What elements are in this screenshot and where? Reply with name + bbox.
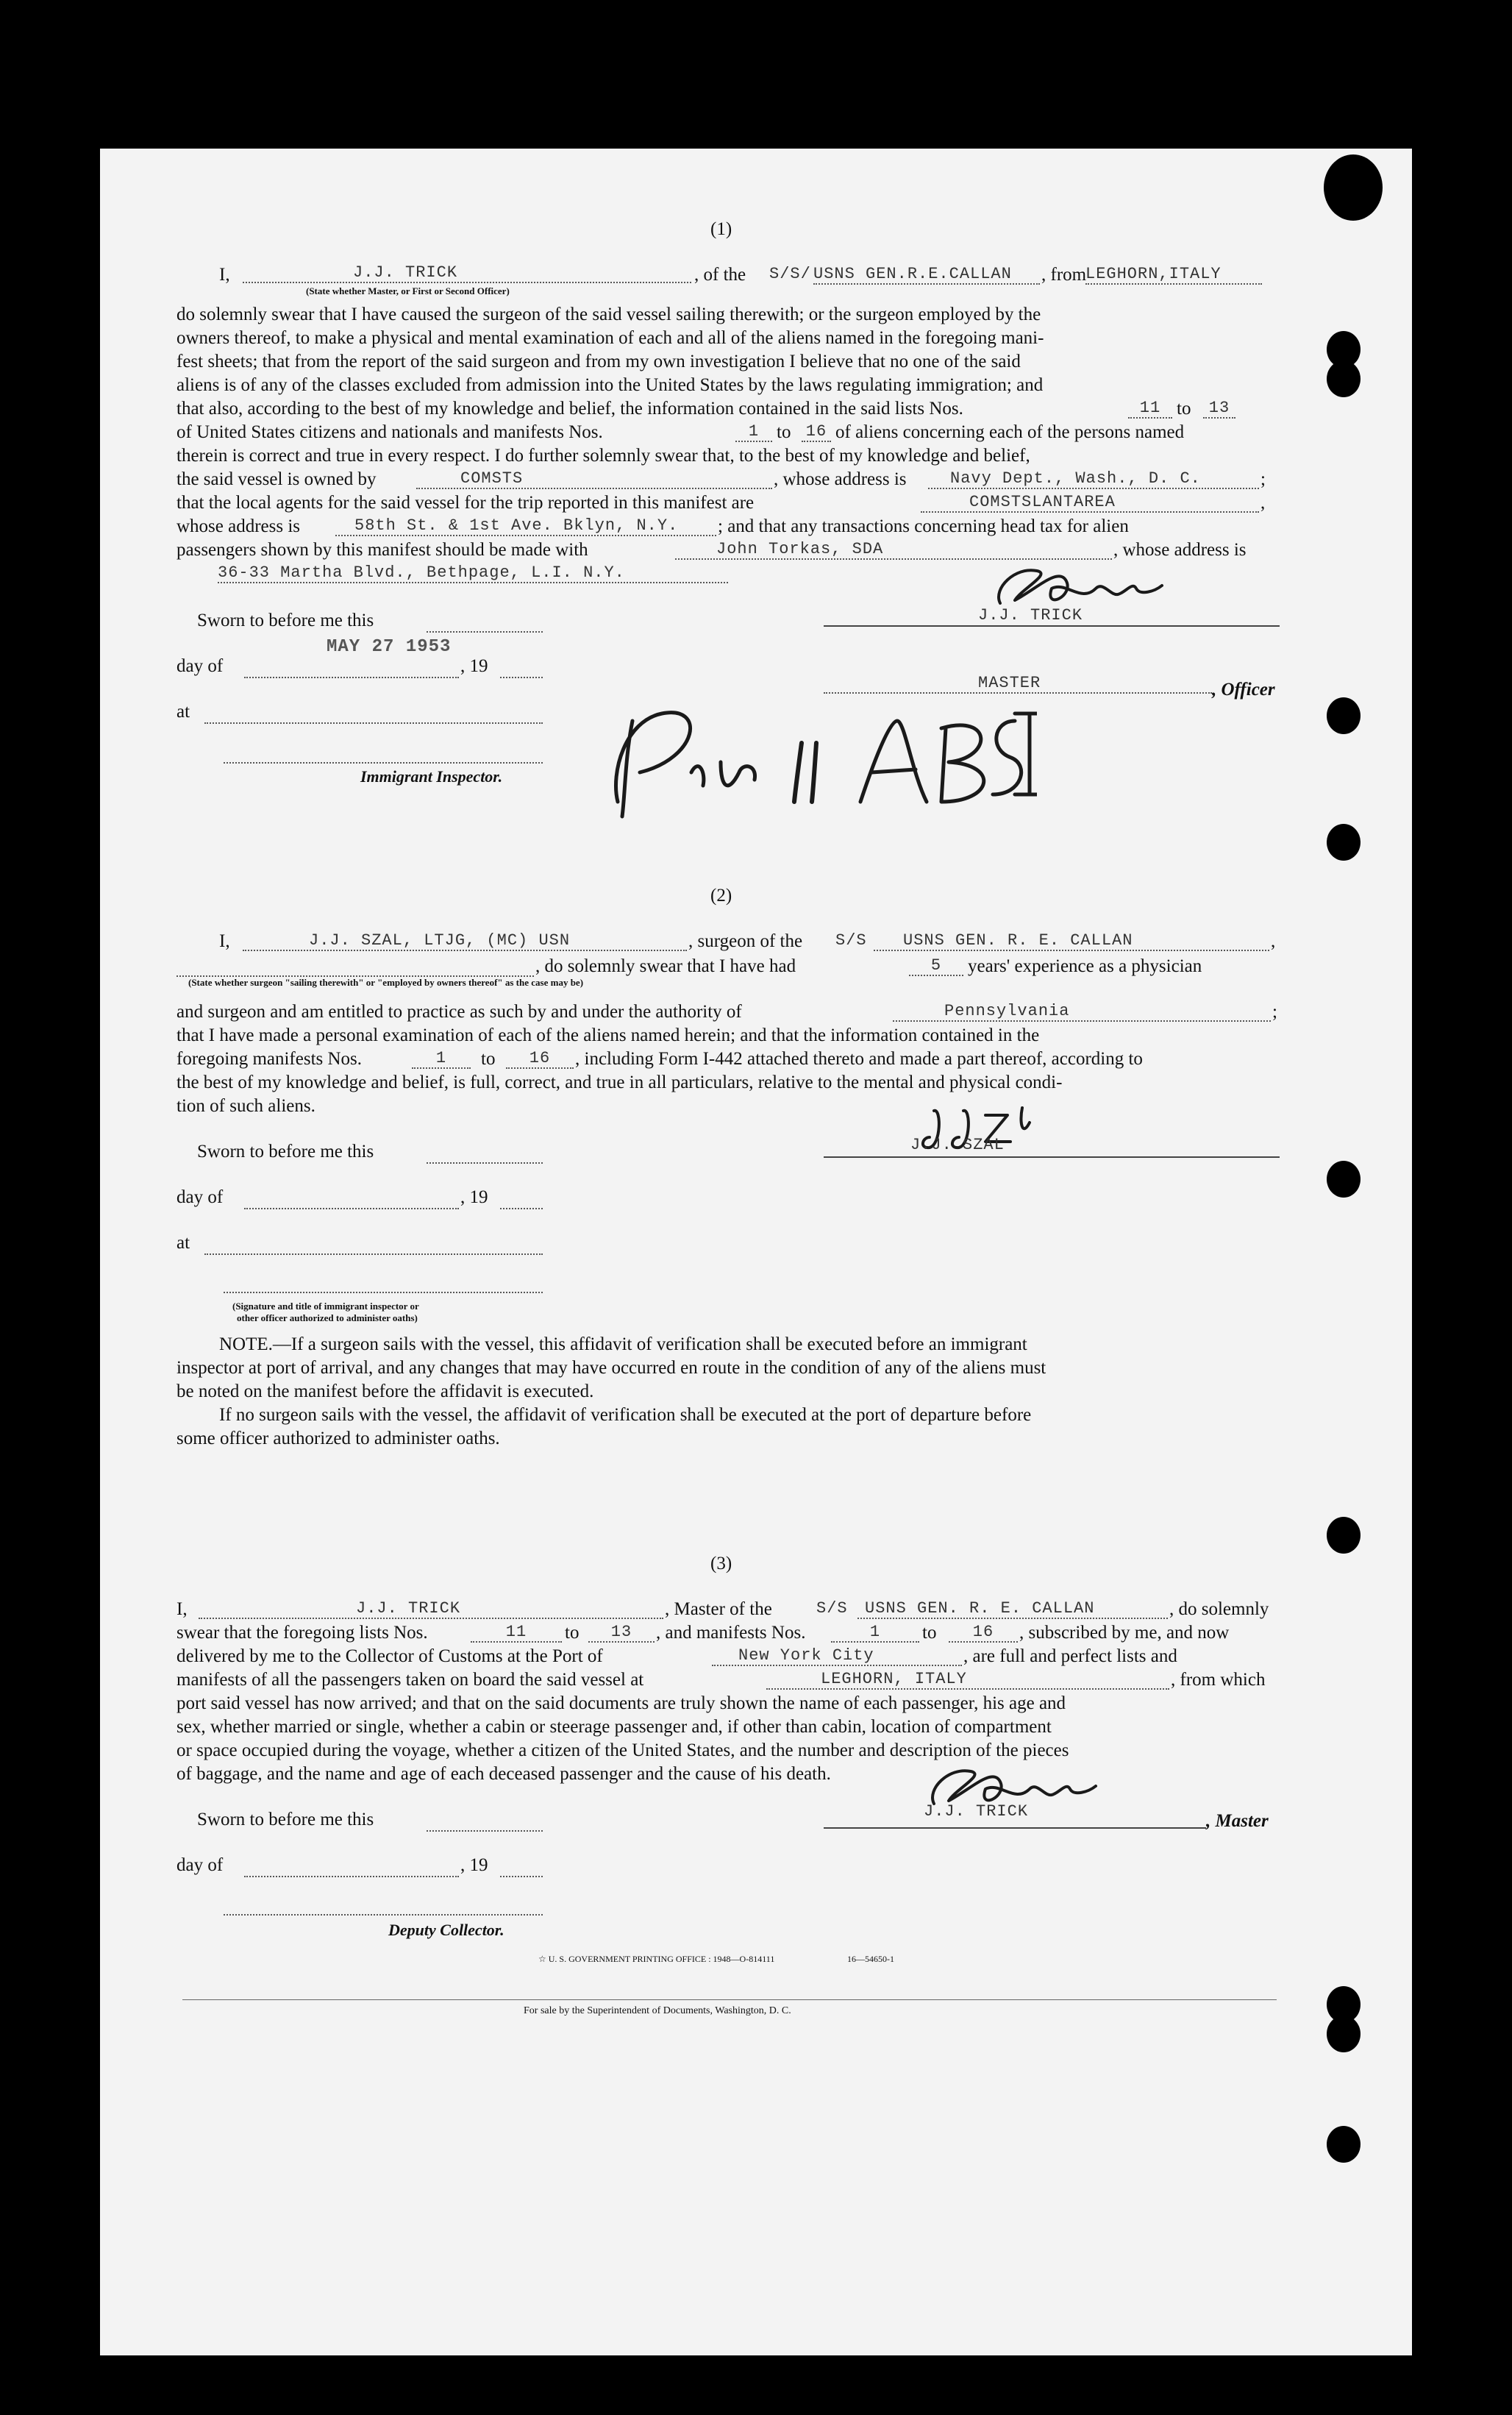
- paragraph-line: port said vessel has now arrived; and that on the said documents are truly shown the name of each passenger, his age and: [176, 1693, 1066, 1713]
- paragraph-line: therein is correct and true in every respect. I do further solemnly swear that, to the best of my knowledge and belief,: [176, 446, 1030, 466]
- manifest-from-field: 1: [735, 422, 772, 442]
- text: that the local agents for the said vessel for the trip reported in this manifest are: [176, 493, 755, 513]
- place-field: [204, 700, 543, 724]
- paragraph-line: the best of my knowledge and belief, is full, correct, and true in all particulars, relative to the mental and physical condi-: [176, 1073, 1063, 1092]
- text: day of: [176, 1187, 224, 1207]
- text: Sworn to before me this: [197, 1810, 374, 1829]
- list-from-field: 11: [471, 1623, 562, 1643]
- date-field: [244, 1186, 459, 1209]
- blank-line: [427, 609, 543, 633]
- years-field: 5: [909, 956, 963, 976]
- text: foregoing manifests Nos.: [176, 1049, 363, 1069]
- blank-line: [500, 1854, 543, 1877]
- paragraph-line: sex, whether married or single, whether a cabin or steerage passenger and, if other than cabin, location of compartment: [176, 1717, 1052, 1737]
- master-name-field: J.J. TRICK: [199, 1599, 663, 1619]
- text: ,: [1271, 931, 1276, 951]
- text: to: [565, 1623, 580, 1643]
- owner-address-field: Navy Dept., Wash., D. C.: [928, 469, 1259, 489]
- text: , whose address is: [774, 469, 907, 489]
- text: , subscribed by me, and now: [1019, 1623, 1230, 1643]
- punch-hole: [1327, 2016, 1361, 2052]
- list-to-field: 13: [588, 1623, 655, 1643]
- text: , whose address is: [1113, 540, 1247, 560]
- owner-field: COMSTS: [416, 469, 772, 489]
- collector-signature-line: [224, 1914, 543, 1916]
- text: day of: [176, 1855, 224, 1875]
- text: to: [777, 422, 791, 442]
- note-line: some officer authorized to administer oaths.: [176, 1429, 500, 1448]
- section-number: (1): [710, 219, 732, 239]
- text: ;: [1260, 469, 1266, 489]
- signature-line: [224, 1292, 543, 1293]
- vessel-prefix: S/S/: [769, 265, 811, 283]
- note-line: be noted on the manifest before the affidavit is executed.: [176, 1381, 594, 1401]
- text: swear that the foregoing lists Nos.: [176, 1623, 428, 1643]
- text: ,: [1260, 493, 1266, 513]
- punch-hole: [1327, 697, 1361, 734]
- text: day of: [176, 656, 224, 676]
- sale-notice: For sale by the Superintendent of Documents, Washington, D. C.: [524, 2005, 791, 2016]
- from-port-field: LEGHORN, ITALY: [766, 1670, 1169, 1690]
- paragraph-line: do solemnly swear that I have caused the surgeon of the said vessel sailing therewith; or the surgeon employed by the: [176, 305, 1041, 324]
- port-field: New York City: [712, 1646, 962, 1666]
- officer-signature-line: [824, 625, 1280, 627]
- blank-line: [427, 1808, 543, 1832]
- paragraph-line: of United States citizens and nationals and manifests Nos.: [176, 422, 603, 442]
- place-field: [204, 1231, 543, 1255]
- note-line: NOTE.—If a surgeon sails with the vessel, this affidavit of verification shall be executed before an immigrant: [219, 1334, 1027, 1354]
- text: , 19: [460, 1855, 488, 1875]
- text: and surgeon and am entitled to practice as such by and under the authority of: [176, 1002, 742, 1022]
- text: , 19: [460, 1187, 488, 1207]
- caption: (State whether Master, or First or Second Officer): [306, 285, 510, 296]
- date-field: [244, 1854, 459, 1877]
- text: Sworn to before me this: [197, 1142, 374, 1162]
- list-to-field: 13: [1203, 399, 1235, 419]
- agents-field: COMSTSLANTAREA: [921, 493, 1259, 513]
- caption: (Signature and title of immigrant inspector or: [232, 1301, 419, 1312]
- master-signature-line: [824, 1827, 1206, 1829]
- gpo-imprint: ☆ U. S. GOVERNMENT PRINTING OFFICE : 1948—O-814111: [538, 1954, 775, 1964]
- master-name-field: J.J. TRICK: [243, 263, 691, 283]
- note-line: If no surgeon sails with the vessel, the affidavit of verification shall be executed at the port of departure before: [219, 1405, 1032, 1425]
- paragraph-line: tion of such aliens.: [176, 1096, 315, 1116]
- agents-address-field: 58th St. & 1st Ave. Bklyn, N.Y.: [335, 516, 716, 536]
- blank-line: [176, 953, 534, 977]
- paragraph-line: fest sheets; that from the report of the said surgeon and from my own investigation I believe that no one of the said: [176, 352, 1021, 371]
- officer-label: , Officer: [1212, 680, 1275, 700]
- handwritten-annotation: [581, 691, 1037, 831]
- corner-damage: [1324, 154, 1383, 221]
- vessel-prefix: S/S: [816, 1599, 848, 1618]
- collector-label: Deputy Collector.: [388, 1921, 504, 1939]
- text: at: [176, 1233, 190, 1253]
- text: , Master of the: [665, 1599, 772, 1619]
- vessel-field: USNS GEN. R. E. CALLAN: [857, 1599, 1168, 1619]
- vessel-prefix: S/S: [835, 931, 867, 950]
- text: , are full and perfect lists and: [963, 1646, 1177, 1666]
- caption: other officer authorized to administer oaths): [237, 1312, 418, 1323]
- text: I,: [176, 1599, 188, 1619]
- text: , from: [1041, 265, 1087, 285]
- paragraph-line: owners thereof, to make a physical and mental examination of each and all of the aliens named in the foregoing mani-: [176, 328, 1044, 348]
- typed-signature: J.J. TRICK: [978, 606, 1083, 625]
- form-number: 16—54650-1: [847, 1954, 894, 1964]
- manifest-to-field: 16: [949, 1623, 1018, 1643]
- blank-line: [500, 1186, 543, 1209]
- headtax-address-field: 36-33 Martha Blvd., Bethpage, L.I. N.Y.: [218, 563, 728, 583]
- text: years' experience as a physician: [968, 956, 1202, 976]
- paragraph-line: that I have made a personal examination of each of the aliens named herein; and that the information contained in the: [176, 1025, 1040, 1045]
- text: delivered by me to the Collector of Customs at the Port of: [176, 1646, 603, 1666]
- text: ; and that any transactions concerning head tax for alien: [718, 516, 1129, 536]
- inspector-signature-line: [224, 762, 543, 764]
- paragraph-line: of baggage, and the name and age of each deceased passenger and the cause of his death.: [176, 1764, 831, 1784]
- text: manifests of all the passengers taken on board the said vessel at: [176, 1670, 644, 1690]
- text: whose address is: [176, 516, 301, 536]
- text: , from which: [1171, 1670, 1266, 1690]
- list-from-field: 11: [1128, 399, 1172, 419]
- punch-hole: [1327, 1517, 1361, 1554]
- caption: (State whether surgeon "sailing therewith" or "employed by owners thereof" as the case may be): [188, 977, 584, 988]
- text: , surgeon of the: [688, 931, 803, 951]
- rank-field: MASTER: [824, 674, 1212, 694]
- manifest-from-field: 1: [831, 1623, 919, 1643]
- text: , do solemnly: [1169, 1599, 1269, 1619]
- text: at: [176, 702, 190, 722]
- date-stamp: MAY 27 1953: [327, 637, 452, 657]
- text: to: [922, 1623, 937, 1643]
- typed-signature: J.J. SZAL: [910, 1136, 1005, 1154]
- text: , including Form I-442 attached thereto and made a part thereof, according to: [575, 1049, 1143, 1069]
- manifest-to-field: 16: [506, 1049, 574, 1069]
- text: Sworn to before me this: [197, 611, 374, 630]
- text: , do solemnly swear that I have had: [535, 956, 796, 976]
- blank-line: [427, 1140, 543, 1164]
- punch-hole: [1327, 2126, 1361, 2163]
- text: to: [481, 1049, 496, 1069]
- text: , 19: [460, 656, 488, 676]
- date-field: [244, 655, 459, 678]
- section-number: (3): [710, 1554, 732, 1573]
- punch-hole: [1327, 1161, 1361, 1198]
- text: , and manifests Nos.: [656, 1623, 806, 1643]
- vessel-field: USNS GEN.R.E.CALLAN: [813, 265, 1040, 285]
- text: passengers shown by this manifest should be made with: [176, 540, 588, 560]
- punch-hole: [1327, 824, 1361, 861]
- section-number: (2): [710, 886, 732, 906]
- from-port-field: LEGHORN,ITALY: [1085, 265, 1262, 285]
- paragraph-line: of aliens concerning each of the persons named: [835, 422, 1185, 442]
- footer-rule: [182, 1999, 1277, 2000]
- inspector-label: Immigrant Inspector.: [360, 767, 503, 786]
- master-label: , Master: [1206, 1811, 1269, 1831]
- manifest-to-field: 16: [802, 422, 831, 442]
- text: , of the: [694, 265, 746, 285]
- paragraph-line: or space occupied during the voyage, whether a citizen of the United States, and the number and description of the pieces: [176, 1740, 1069, 1760]
- paragraph-line: that also, according to the best of my knowledge and belief, the information contained in the said lists Nos.: [176, 399, 963, 419]
- surgeon-name-field: J.J. SZAL, LTJG, (MC) USN: [243, 931, 687, 951]
- text: I,: [219, 265, 230, 285]
- text: ;: [1272, 1002, 1277, 1022]
- paragraph-line: aliens is of any of the classes excluded from admission into the United States by the laws regulating immigration; and: [176, 375, 1044, 395]
- headtax-field: John Torkas, SDA: [675, 540, 1112, 560]
- text: the said vessel is owned by: [176, 469, 377, 489]
- vessel-field: USNS GEN. R. E. CALLAN: [874, 931, 1269, 951]
- text: I,: [219, 931, 230, 951]
- manifest-from-field: 1: [412, 1049, 471, 1069]
- note-line: inspector at port of arrival, and any changes that may have occurred en route in the condition of any of the aliens must: [176, 1358, 1046, 1378]
- text: to: [1177, 399, 1191, 419]
- authority-field: Pennsylvania: [893, 1002, 1271, 1022]
- surgeon-signature-line: [824, 1156, 1280, 1158]
- punch-hole: [1327, 360, 1361, 397]
- typed-signature: J.J. TRICK: [924, 1802, 1029, 1821]
- blank-line: [500, 655, 543, 678]
